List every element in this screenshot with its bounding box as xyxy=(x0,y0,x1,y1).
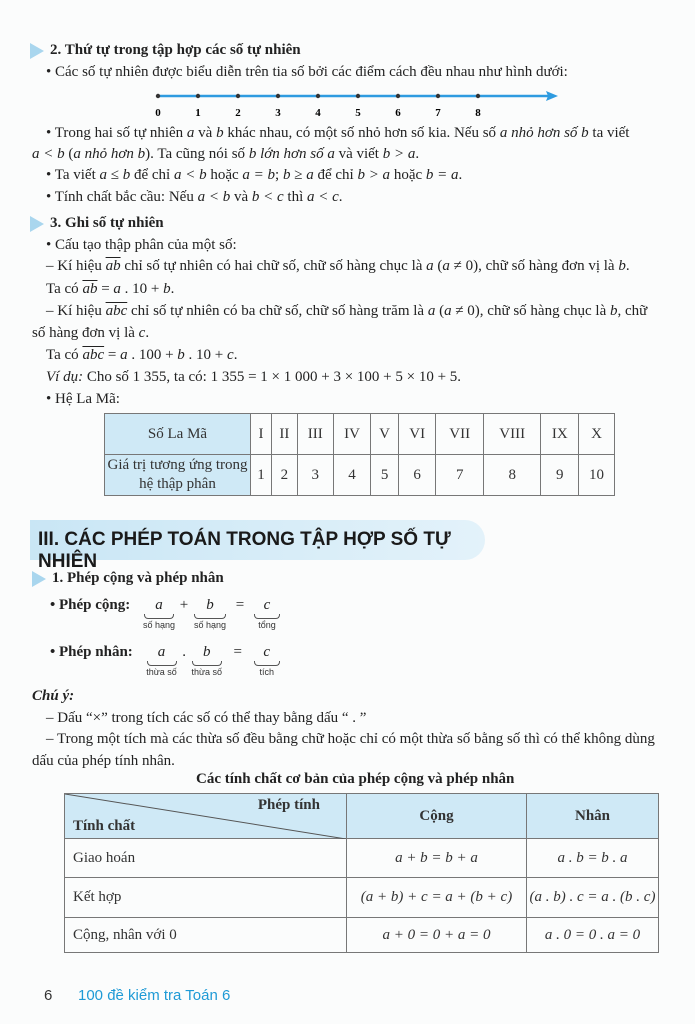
row-label: Số La Mã xyxy=(105,414,251,455)
text: ; xyxy=(275,167,283,183)
plus-sign: + xyxy=(179,597,189,613)
column-header-mul: Nhân xyxy=(527,794,659,839)
text: ≠ 0), chữ số hàng đơn vị là xyxy=(449,258,619,274)
decimal-value-cell: 4 xyxy=(333,455,371,496)
decimal-value-cell: 9 xyxy=(541,455,579,496)
paragraph-line xyxy=(46,167,462,184)
number-line-label: 5 xyxy=(355,107,361,119)
text: khác nhau, có một số nhỏ hơn số kia. Nếu số xyxy=(223,125,500,141)
addition-formula xyxy=(50,597,282,630)
text: hoặc xyxy=(206,167,243,183)
overlined-number: $\overline{ab}$ xyxy=(82,281,98,297)
roman-numeral-cell: I xyxy=(251,414,272,455)
text: – Kí hiệu xyxy=(46,258,106,274)
section-heading-operations xyxy=(52,570,224,587)
text: . xyxy=(145,325,150,341)
term-a: a số hạng xyxy=(143,597,176,630)
text: • Ta viết xyxy=(46,167,100,183)
triangle-marker-icon xyxy=(32,571,46,587)
math-text: a < b xyxy=(173,167,207,183)
paragraph-line xyxy=(46,391,120,408)
roman-numeral-cell: V xyxy=(371,414,399,455)
note-line: – Trong một tích mà các thừa số đều bằng chữ hoặc chỉ có một thừa số bằng số thì có thể không dùng xyxy=(46,731,655,747)
text: thì xyxy=(283,189,308,205)
roman-numeral-cell: IV xyxy=(333,414,371,455)
table-title: Các tính chất cơ bản của phép cộng và phép nhân xyxy=(196,771,515,787)
text: Ta có xyxy=(46,347,83,363)
number-line-point xyxy=(236,94,240,98)
number-line-label: 3 xyxy=(275,107,281,119)
product-c: c tích xyxy=(252,644,282,677)
text: số hàng đơn vị là xyxy=(32,325,139,341)
factor-a: a thừa số xyxy=(146,644,177,677)
paragraph: • Các số tự nhiên được biểu diễn trên tia số bởi các điểm cách đều nhau như hình dưới: xyxy=(46,64,568,80)
math-text: a xyxy=(113,281,121,297)
paragraph-line xyxy=(46,347,237,364)
paragraph-line xyxy=(46,369,461,386)
heading-text: 2. Thứ tự trong tập hợp các số tự nhiên xyxy=(50,42,301,58)
math-text: c xyxy=(227,347,234,363)
number-line-label: 0 xyxy=(155,107,161,119)
text: và viết xyxy=(334,146,383,162)
math-text: a nhỏ hơn số b xyxy=(499,125,589,141)
text: . xyxy=(170,281,175,297)
math-text: a xyxy=(186,125,195,141)
equals-sign: = xyxy=(235,597,245,613)
decimal-value-cell: 5 xyxy=(371,455,399,496)
text: . xyxy=(338,189,343,205)
math-text: a < b xyxy=(197,189,231,205)
addition-cell: (a + b) + c = a + (b + c) xyxy=(347,878,527,918)
math-text: b xyxy=(177,347,185,363)
math-text: a xyxy=(426,258,434,274)
triangle-marker-icon xyxy=(30,43,44,59)
text: chỉ số tự nhiên có ba chữ số, chữ số hàng trăm là xyxy=(127,303,428,319)
book-title: 100 đề kiểm tra Toán 6 xyxy=(78,987,231,1004)
text: = xyxy=(97,281,114,297)
heading-text: 3. Ghi số tự nhiên xyxy=(50,215,164,231)
text: ). Ta cũng nói số xyxy=(145,146,249,162)
property-name-cell: Kết hợp xyxy=(65,878,347,918)
number-line-point xyxy=(196,94,200,98)
dot-sign: . xyxy=(182,644,187,660)
corner-header xyxy=(65,794,347,839)
number-line-label: 8 xyxy=(475,107,481,119)
text: • Hệ La Mã: xyxy=(46,391,120,407)
text: và xyxy=(230,189,252,205)
equals-sign: = xyxy=(233,644,242,660)
number-line xyxy=(150,86,560,120)
text: . xyxy=(415,146,420,162)
section-banner xyxy=(30,520,485,572)
decimal-value-cell: 7 xyxy=(436,455,484,496)
text: . xyxy=(625,258,630,274)
table-row xyxy=(65,918,659,953)
math-text: b = a xyxy=(425,167,459,183)
text: • Cấu tạo thập phân của một số: xyxy=(46,237,237,253)
math-text: a ≤ b xyxy=(99,167,131,183)
math-text: a < c xyxy=(307,189,339,205)
number-line-point xyxy=(476,94,480,98)
number-line-label: 6 xyxy=(395,107,401,119)
term-c: c tổng xyxy=(252,597,282,630)
corner-top: Phép tính xyxy=(257,797,320,813)
text: . 100 + xyxy=(127,347,178,363)
text: . 10 + xyxy=(184,347,228,363)
multiplication-cell: a . b = b . a xyxy=(527,839,659,878)
math-text: b > a xyxy=(382,146,416,162)
paragraph-line xyxy=(46,303,647,320)
table-row xyxy=(65,839,659,878)
roman-numeral-cell: VIII xyxy=(483,414,541,455)
multiplication-cell: a . 0 = 0 . a = 0 xyxy=(527,918,659,953)
number-line-label: 4 xyxy=(315,107,321,119)
text: = xyxy=(104,347,121,363)
banner-title: III. CÁC PHÉP TOÁN TRONG TẬP HỢP SỐ TỰ NHIÊN xyxy=(38,529,451,572)
math-text: b > a xyxy=(357,167,391,183)
heading-text: 1. Phép cộng và phép nhân xyxy=(52,570,224,586)
property-name-cell: Giao hoán xyxy=(65,839,347,878)
corner-bottom: Tính chất xyxy=(73,818,136,834)
math-text: Ví dụ: xyxy=(46,369,84,385)
property-name-cell: Cộng, nhân với 0 xyxy=(65,918,347,953)
decimal-value-cell: 1 xyxy=(251,455,272,496)
paragraph-line xyxy=(46,281,174,298)
text: . 10 + xyxy=(120,281,164,297)
triangle-marker-icon xyxy=(30,216,44,232)
roman-numeral-cell: III xyxy=(297,414,333,455)
math-text: a xyxy=(427,303,436,319)
text: Cho số 1 355, ta có: 1 355 = 1 × 1 000 + 3 × 100 + 5 × 10 + 5. xyxy=(83,369,462,385)
number-line-label: 2 xyxy=(235,107,241,119)
roman-numeral-cell: VII xyxy=(436,414,484,455)
column-header-add: Cộng xyxy=(347,794,527,839)
multiplication-cell: (a . b) . c = a . (b . c) xyxy=(527,878,659,918)
math-text: b xyxy=(609,303,618,319)
roman-numeral-cell: VI xyxy=(398,414,436,455)
paragraph-line xyxy=(46,237,237,254)
text: . xyxy=(458,167,463,183)
section-heading-order xyxy=(50,42,301,59)
decimal-value-cell: 6 xyxy=(398,455,436,496)
text: . xyxy=(233,347,238,363)
math-text: b lớn hơn số a xyxy=(248,146,335,162)
formula-label: • Phép nhân: xyxy=(50,644,133,660)
number-line-point xyxy=(316,94,320,98)
addition-cell: a + b = b + a xyxy=(347,839,527,878)
multiplication-formula xyxy=(50,644,282,677)
math-text: b < c xyxy=(251,189,284,205)
number-line-point xyxy=(276,94,280,98)
term-b: b số hạng xyxy=(193,597,226,630)
decimal-value-cell: 10 xyxy=(579,455,615,496)
paragraph-line xyxy=(46,258,630,275)
math-text: a xyxy=(444,303,452,319)
math-text: b xyxy=(163,281,171,297)
math-text: c xyxy=(138,325,146,341)
paragraph-line xyxy=(46,189,343,206)
note-line: – Dấu “×” trong tích các số có thể thay bằng dấu “ . ” xyxy=(46,710,367,726)
text: ≠ 0), chữ số hàng chục là xyxy=(451,303,610,319)
number-line-point xyxy=(396,94,400,98)
paragraph-line xyxy=(32,325,149,342)
math-text: a < b xyxy=(32,146,65,162)
text: ta viết xyxy=(588,125,630,141)
text: Ta có xyxy=(46,281,83,297)
math-text: b ≥ a xyxy=(282,167,314,183)
text: – Kí hiệu xyxy=(46,303,106,319)
formula-label: • Phép cộng: xyxy=(50,597,131,613)
roman-numeral-table xyxy=(104,413,615,496)
addition-cell: a + 0 = 0 + a = 0 xyxy=(347,918,527,953)
page-number: 6 xyxy=(44,987,53,1004)
row-label: Giá trị tương ứng trong hệ thập phân xyxy=(105,455,251,496)
properties-table xyxy=(64,793,659,953)
text: chỉ số tự nhiên có hai chữ số, chữ số hàng chục là xyxy=(120,258,427,274)
math-text: a xyxy=(120,347,128,363)
math-text: b xyxy=(618,258,626,274)
number-line-label: 7 xyxy=(435,107,441,119)
paragraph-line xyxy=(46,125,629,142)
note-line: dấu của phép tính nhân. xyxy=(32,753,175,769)
factor-b: b thừa số xyxy=(191,644,223,677)
text: ( xyxy=(64,146,74,162)
overlined-number: $\overline{abc}$ xyxy=(105,303,128,319)
text: • Tính chất bắc cầu: Nếu xyxy=(46,189,198,205)
text: để chỉ xyxy=(130,167,174,183)
note-title: Chú ý: xyxy=(32,688,75,704)
math-text: b xyxy=(216,125,224,141)
overlined-number: $\overline{abc}$ xyxy=(82,347,105,363)
text: • Trong hai số tự nhiên xyxy=(46,125,187,141)
text: ( xyxy=(435,303,445,319)
roman-numeral-cell: IX xyxy=(541,414,579,455)
decimal-value-cell: 8 xyxy=(483,455,541,496)
number-line-label: 1 xyxy=(195,107,201,119)
table-row xyxy=(65,878,659,918)
text: ( xyxy=(433,258,443,274)
overlined-number: $\overline{ab}$ xyxy=(105,258,121,274)
roman-numeral-cell: X xyxy=(579,414,615,455)
roman-numeral-cell: II xyxy=(271,414,297,455)
number-line-point xyxy=(436,94,440,98)
math-text: a nhỏ hơn b xyxy=(73,146,146,162)
decimal-value-cell: 2 xyxy=(271,455,297,496)
text: và xyxy=(194,125,217,141)
text: hoặc xyxy=(390,167,426,183)
number-line-point xyxy=(156,94,160,98)
text: để chỉ xyxy=(313,167,358,183)
number-line-point xyxy=(356,94,360,98)
math-text: a xyxy=(442,258,450,274)
text: , chữ xyxy=(617,303,648,319)
section-heading-writing xyxy=(50,215,164,232)
decimal-value-cell: 3 xyxy=(297,455,333,496)
paragraph-line xyxy=(32,146,419,163)
math-text: a = b xyxy=(242,167,276,183)
